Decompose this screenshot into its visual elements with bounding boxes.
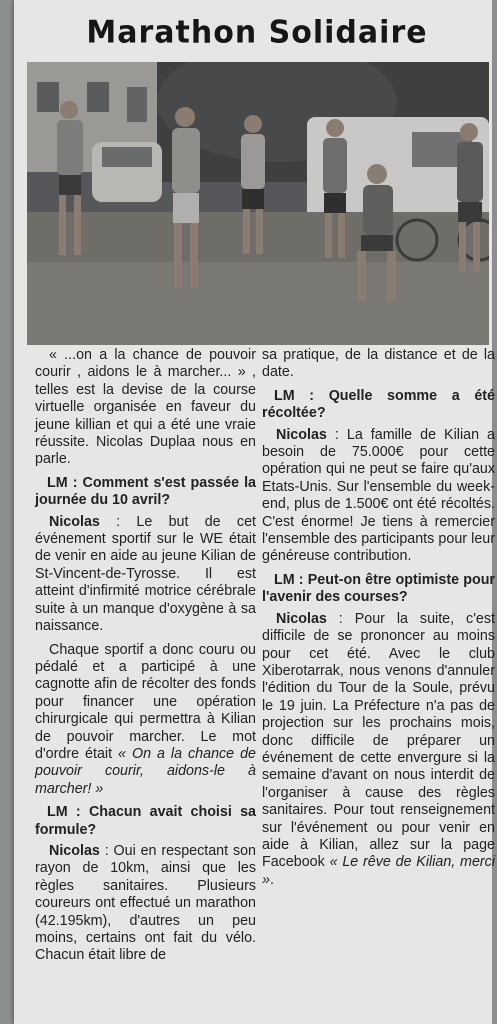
question-3: LM : Quelle somme a été récoltée? (262, 387, 495, 422)
continuation-text: sa pratique, de la distance et de la date. (262, 347, 495, 381)
speaker-name: Nicolas (276, 426, 327, 443)
answer-text: : Pour la suite, c'est difficile de se prononcer au moins pour cet été. Avec le club Xiberotarrak, nous venons d'annuler l'édition du Tour de la Soule, prévu le 19 juin. La Préfecture n'a pas de projection sur les prochains mois, donc difficile de préparer un événement de cette envergure si la semaine d'avant on nous interdit de l'organiser à cause des règles sanitaires. Pour tout renseignement sur l'événement ou pour venir en aide à Kilian, allez sur la page Facebook (262, 610, 495, 871)
answer-3 (262, 427, 495, 566)
paragraph-text: Chaque sportif a donc couru ou pédalé et a participé à une cagnotte afin de récolter des fonds pour financer une opération chirurgicale qui permettra à Kilian de pouvoir marcher. Le mot d'ordre était (35, 641, 256, 762)
article-column-left (35, 347, 256, 971)
answer-1 (35, 514, 256, 636)
facebook-page-name: « Le rêve de Kilian, merci » (262, 854, 495, 888)
article-intro: « ...on a la chance de pouvoir courir , aidons le à marcher... » , telles est la devise de la course virtuelle organisée en faveur du jeune killian et qui a été une vraie réussite. Nicolas Duplaa nous en parle. (35, 347, 256, 468)
newspaper-clipping (14, 0, 495, 1024)
answer-text: : Oui en respectant son rayon de 10km, ainsi que les règles sanitaires. Plusieurs coureurs ont effectué un marathon (42.195km), d'autres un peu moins, certains ont fait du vélo. Chacun était libre de (35, 842, 256, 964)
answer-text: : La famille de Kilian a besoin de 75.000€ pour cette opération qui ne peut se faire qu'aux Etats-Unis. Sur l'ensemble du week-end, plus de 1.500€ ont été récoltés. C'est énorme! Je tiens à remercier l'ensemble des participants pour leur généreuse contribution. (262, 426, 495, 565)
question-4: LM : Peut-on être optimiste pour l'avenir des courses? (262, 571, 495, 606)
paragraph-2 (35, 642, 256, 799)
answer-end: . (269, 871, 274, 888)
answer-2 (35, 843, 256, 965)
answer-text: : Le but de cet événement sportif sur le WE était de venir en aide au jeune Kilian de St-Vincent-de-Tyrosse. Il est atteint d'infirmité motrice cérébrale suite à un manque d'oxygène à sa naissance. (35, 513, 256, 635)
speaker-name: Nicolas (49, 513, 100, 530)
speaker-name: Nicolas (276, 610, 327, 627)
question-2: LM : Chacun avait choisi sa formule? (35, 804, 256, 838)
speaker-name: Nicolas (49, 842, 100, 859)
question-1: LM : Comment s'est passée la journée du 10 avril? (35, 474, 256, 509)
group-photo (27, 62, 489, 345)
quote: « On a la chance de pouvoir courir, aidons-le à marcher! » (35, 745, 256, 797)
headline: Marathon Solidaire (86, 14, 428, 51)
answer-4 (262, 611, 495, 890)
article-column-right (262, 347, 495, 895)
photo-illustration (27, 62, 489, 345)
